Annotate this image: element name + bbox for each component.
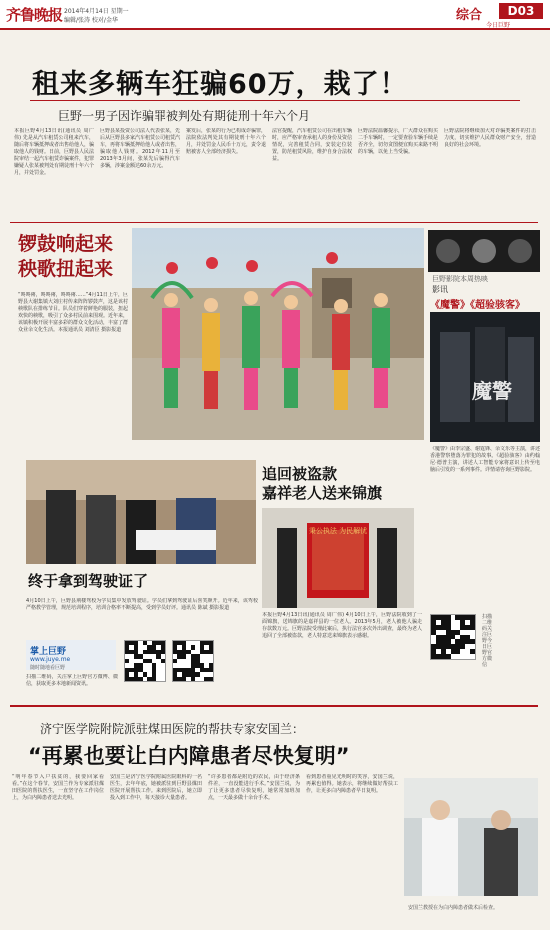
bottom-column-3: “许多患者都是附近的农民，由于经济条件差，一直没能进行手术。”安国兰说，为了让更多患者尽快复明，她常常加班加点，一天最多做十余台手术。: [208, 774, 300, 801]
banner-body: 本报巨野4月13日讯(通讯员 周广伟) 4月10日上午，巨野法院收到了一面锦旗，送锦旗的是嘉祥县的一位老人。2013年5月，老人被他人骗走存款数万元。巨野法院受理此案后，执行法官多次外出调查，最终为老人追回了全部被盗款，老人特意送来锦旗表示感谢。: [262, 612, 422, 639]
license-photo: [26, 460, 256, 564]
license-title: 终于拿到驾驶证了: [28, 572, 149, 590]
lead-column-3: 案发后，张某的行为已构成诈骗罪，法院依法判处其有期徒刑十年六个月，并处罚金人民币十万元，责令退赔被害人全部经济损失。: [186, 128, 266, 155]
drums-title-line-1: 锣鼓响起来: [18, 233, 114, 255]
qr-code-side[interactable]: [430, 614, 476, 660]
qr-code-wechat[interactable]: [172, 640, 214, 682]
bottom-column-2: 安国兰是济宁医学院附属医院眼科的一名医生，去年年底，她被派驻到巨野县煤田医院开展帮扶工作。来到医院后，她立即投入到工作中，每天接诊大量患者。: [110, 774, 202, 801]
sub-section-label: 今日巨野: [486, 22, 511, 29]
qr-module: [161, 650, 165, 654]
newspaper-logo: 齐鲁晚报: [6, 6, 63, 24]
qr-module: [446, 654, 451, 659]
qr-module: [191, 645, 195, 649]
banner-title-line-1: 追回被盗款: [262, 465, 338, 483]
juye-app-logo: 掌上巨野: [30, 647, 67, 657]
film-label: 影讯: [432, 285, 448, 294]
date-line: 2014年4月14日 星期一: [64, 8, 129, 15]
drums-body: “咚咚锵，咚咚锵，咚咚锵……”4月11日上午，巨野县大谢集镇大刘庄村传来阵阵锣鼓声，这是该村秧歌队在排练节目。队员们穿着鲜艳的服装，扭起欢快的秧歌，吸引了众多村民前来围观。近年来，该镇积极开展丰富多彩的群众文化活动，丰富了群众业余文化生活。本报通讯员 刘清臣 摄影报道: [18, 292, 128, 333]
lead-column-1: 本报巨野4月13日讯(通讯员 周广伟) 先是从汽车租赁公司租来汽车，随后将车辆抵押或者出售给他人，骗取他人的钱财。日前，巨野县人民法院审结一起汽车租赁诈骗案件，犯罪嫌疑人张某被判处有期徒刑十年六个月，并处罚金。: [14, 128, 94, 176]
license-body: 4月10日上午，巨野县荆楼驾校为学员集中发放驾驶证。学员们拿到驾驶证后喜笑颜开。近年来，该驾校严格教学管理，规范培训程序，培训合格率不断提高，受到学员好评。通讯员 陈斌 摄影报道: [26, 598, 258, 611]
lead-column-5: 巨野法院温馨提示，广大群众在购买二手车辆时，一定要查验车辆手续是否齐全，切勿贪图便宜购买来路不明的车辆，以免上当受骗。: [358, 128, 438, 155]
editors-line: 编辑/张涛 校对/金华: [64, 17, 118, 24]
qr-module: [209, 650, 213, 654]
bottom-headline: “再累也要让白内障患者尽快复明”: [28, 744, 350, 768]
juye-app-url[interactable]: www.juye.me: [30, 656, 71, 663]
qr-module: [161, 659, 165, 663]
qr-module: [182, 677, 186, 681]
lead-column-2: 巨野县某投资公司法人代表张某，先后从巨野县多家汽车租赁公司租赁汽车，再将车辆抵押给他人或者出售，骗取他人钱财。2012年11月至2013年3月间，张某先后骗得汽车多辆，涉案金额达60余万元。: [100, 128, 180, 169]
lead-subhead: 巨野一男子因诈骗罪被判处有期徒刑十年六个月: [58, 109, 311, 123]
qr-module: [460, 644, 465, 649]
qr-module: [470, 649, 475, 654]
qr-module: [173, 659, 177, 663]
lead-column-4: 法官提醒，汽车租赁公司在出租车辆时，应严格审查承租人的身份及资信情况，完善租赁合同，安装定位装置，防范租赁风险，维护自身合法权益。: [272, 128, 352, 162]
qr-module: [209, 677, 213, 681]
banner-title-line-2: 嘉祥老人送来锦旗: [262, 484, 383, 502]
qr-module: [209, 668, 213, 672]
qr-module: [152, 677, 156, 681]
juye-app-body: 扫描二维码，关注掌上巨野官方微博、微信，获取更多本地新闻资讯。: [26, 674, 118, 687]
lead-headline: 租来多辆车狂骗60万，栽了！: [32, 69, 408, 100]
film-title: 《魔警》《超验骇客》: [430, 300, 525, 311]
film-body: 《魔警》由李宗盛、谢霆锋、余文乐等主演，讲述香港警察堕落为罪犯的故事。《超验骇客》由约翰尼·德普主演，讲述人工智能专家将意识上传至电脑后引发的一系列事件。详情请咨询巨野影院。: [430, 446, 540, 473]
section-divider: [10, 222, 538, 223]
bottom-column-4: 看到患者重见光明时的笑容，安国兰说，再累也值得。她表示，将继续做好帮扶工作，让更多白内障患者早日复明。: [306, 774, 398, 794]
qr-module: [125, 659, 129, 663]
qr-module: [470, 625, 475, 630]
banner-text: 秉公执法 为民解忧: [308, 527, 368, 535]
bottom-kicker: 济宁医学院附院派驻煤田医院的帮扶专家安国兰：: [40, 722, 305, 736]
section-label: 综合: [456, 8, 483, 23]
lead-column-6: 巨野法院将继续加大对诈骗类案件的打击力度，切实维护人民群众财产安全，营造良好的社会环境。: [444, 128, 536, 148]
headline-rule: [30, 100, 520, 101]
page-number: D03: [499, 3, 543, 19]
doctor-photo-caption: 安国兰教授在为白内障患者做术后检查。: [408, 905, 499, 911]
film-poster-title: 魔警: [472, 379, 512, 403]
yangge-photo: [132, 228, 424, 440]
film-tagline: 巨野影院本周热映: [432, 275, 488, 283]
doctor-photo: [404, 778, 538, 896]
juye-app-tagline: 随时随地看巨野: [30, 665, 66, 671]
qr-module: [138, 677, 142, 681]
qr-module: [195, 672, 199, 676]
bottom-divider: [10, 705, 538, 707]
qr-module: [182, 654, 186, 658]
film-banner: [428, 230, 540, 272]
drums-title-line-2: 秧歌扭起来: [18, 258, 114, 280]
qr-code-weibo[interactable]: [124, 640, 166, 682]
bottom-column-1: “明年春节入户扶贫的，我要回家看看。”在这个春节，安国兰作为专家派驻煤田医院的帮扶医生，一直坚守在工作岗位上，为白内障患者送去光明。: [12, 774, 104, 801]
banner-photo: [262, 508, 414, 608]
qr-module: [455, 649, 460, 654]
qr-module: [191, 677, 195, 681]
qr-module: [470, 639, 475, 644]
side-qr-caption: 扫描二维码关注巨野今日巨野官方微信: [482, 614, 493, 668]
